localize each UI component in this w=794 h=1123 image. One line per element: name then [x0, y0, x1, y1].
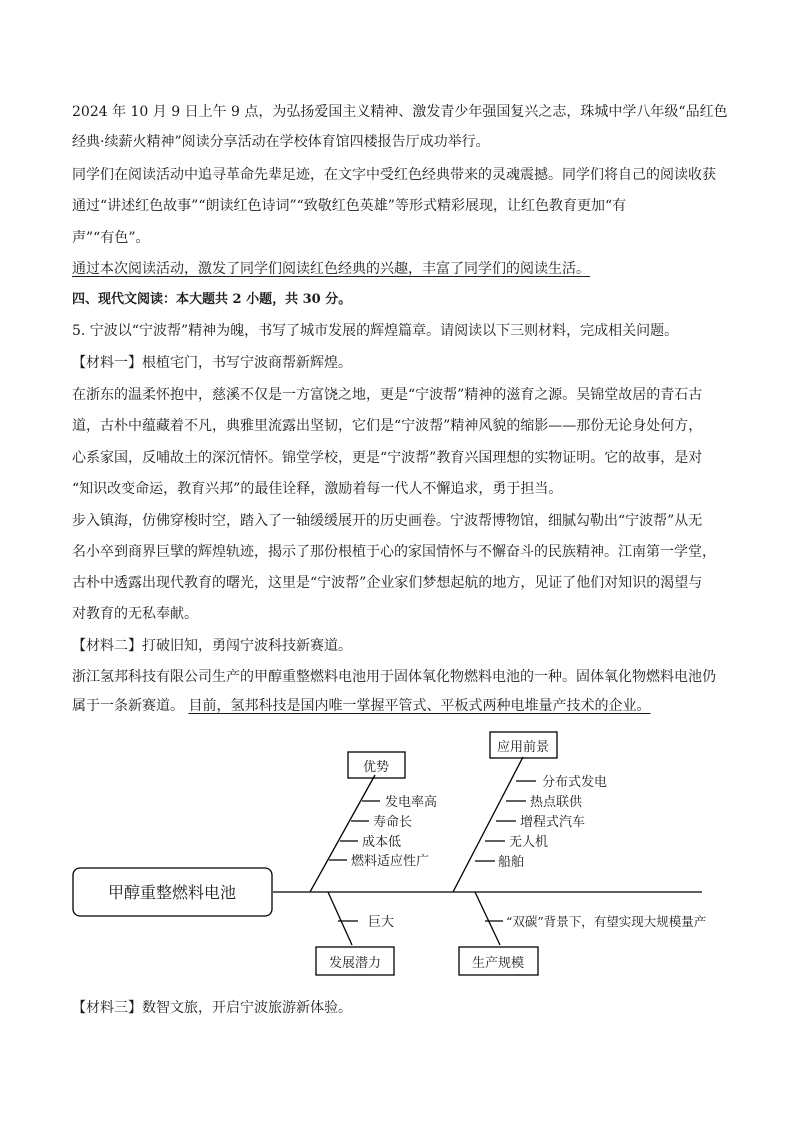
material-1-p2-line-2: 名小卒到商界巨擘的辉煌轨迹，揭示了那份根植于心的家国情怀与不懈奋斗的民族精神。江南第一学堂， [72, 544, 716, 560]
advantage-item: 寿命长 [373, 815, 413, 830]
material-1-p1-line-1: 在浙东的温柔怀抱中，慈溪不仅是一方富饶之地，更是“宁波帮”精神的滋育之源。吴锦堂故居的青石古 [72, 387, 703, 403]
fishbone-head-label: 甲醇重整燃料电池 [107, 883, 237, 902]
application-item: 分布式发电 [542, 775, 608, 790]
material-1-p1-line-4: “知识改变命运，教育兴邦”的最佳诠释，激励着每一代人不懈追求，勇于担当。 [72, 481, 563, 497]
material-2-p1-line-2 [72, 696, 732, 716]
application-item: 船舶 [498, 855, 525, 870]
advantage-item: 燃料适应性广 [351, 854, 430, 869]
paragraph-2-line-2: 通过“讲述红色故事”“朗读红色诗词”“致敬红色英雄”等形式精彩展现，让红色教育更加“有 [72, 198, 627, 214]
material-1-p1-line-3: 心系家国，反哺故土的深沉情怀。锦堂学校，更是“宁波帮”教育兴国理想的实物证明。它的故事，是对 [72, 450, 703, 466]
material-1-p2-line-3: 古朴中透露出现代教育的曙光，这里是“宁波帮”企业家们梦想起航的地方，见证了他们对知识的渴望与 [72, 575, 703, 591]
application-item: 无人机 [509, 835, 549, 850]
material-1-p1-line-2: 道，古朴中蕴藏着不凡，典雅里流露出坚韧，它们是“宁波帮”精神风貌的缩影——那份无论身处何方， [72, 418, 703, 434]
paragraph-1-line-2: 经典·续薪火精神”阅读分享活动在学校体育馆四楼报告厅成功举行。 [72, 134, 490, 150]
potential-item: 巨大 [368, 915, 395, 930]
material-2-title: 【材料二】打破旧知，勇闯宁波科技新赛道。 [72, 638, 352, 654]
bone-advantages [310, 775, 375, 892]
material-1-title: 【材料一】根植宅门，书写宁波商帮新辉煌。 [72, 355, 352, 371]
advantage-item: 发电率高 [385, 795, 438, 810]
paragraph-2-line-3: 声”“有色”。 [72, 230, 150, 246]
material-2-plain-text: 属于一条新赛道。 [72, 698, 184, 714]
paragraph-2-line-1: 同学们在阅读活动中追寻革命先辈足迹，在文字中受红色经典带来的灵魂震撼。同学们将自己的阅读收获 [72, 167, 716, 183]
scale-item: “双碳”背景下，有望实现大规模量产 [506, 914, 707, 929]
material-1-p2-line-4: 对教育的无私奉献。 [72, 606, 198, 622]
label-scale: 生产规模 [471, 956, 525, 971]
bone-applications [453, 757, 523, 892]
paragraph-3: 通过本次阅读活动，激发了同学们阅读红色经典的兴趣，丰富了同学们的阅读生活。 [72, 261, 590, 277]
section-heading: 四、现代文阅读：本大题共 2 小题，共 30 分。 [72, 292, 352, 307]
application-item: 热点联供 [530, 795, 583, 810]
bone-scale [475, 892, 500, 945]
material-3-title: 【材料三】数智文旅，开启宁波旅游新体验。 [72, 1000, 352, 1016]
question-5: 5. 宁波以“宁波帮”精神为魄，书写了城市发展的辉煌篇章。请阅读以下三则材料，完成相关问题。 [72, 323, 679, 339]
paragraph-1-line-1: 2024 年 10 月 9 日上午 9 点，为弘扬爱国主义精神、激发青少年强国复兴之志，珠城中学八年级“品红色 [72, 104, 728, 120]
label-applications: 应用前景 [496, 740, 550, 755]
fishbone-diagram [70, 725, 720, 980]
label-potential: 发展潜力 [328, 956, 382, 971]
bone-potential [328, 892, 352, 945]
material-2-underlined-text: 目前，氢邦科技是国内唯一掌握平管式、平板式两种电堆量产技术的企业。 [188, 698, 651, 714]
material-2-p1-line-1: 浙江氢邦科技有限公司生产的甲醇重整燃料电池用于固体氧化物燃料电池的一种。固体氧化物燃料电池仍 [72, 669, 716, 685]
advantage-item: 成本低 [362, 835, 402, 850]
label-advantages: 优势 [362, 760, 390, 775]
application-item: 增程式汽车 [520, 815, 586, 830]
material-1-p2-line-1: 步入镇海，仿佛穿梭时空，踏入了一轴缓缓展开的历史画卷。宁波帮博物馆，细腻勾勒出“宁波帮”从无 [72, 513, 703, 529]
